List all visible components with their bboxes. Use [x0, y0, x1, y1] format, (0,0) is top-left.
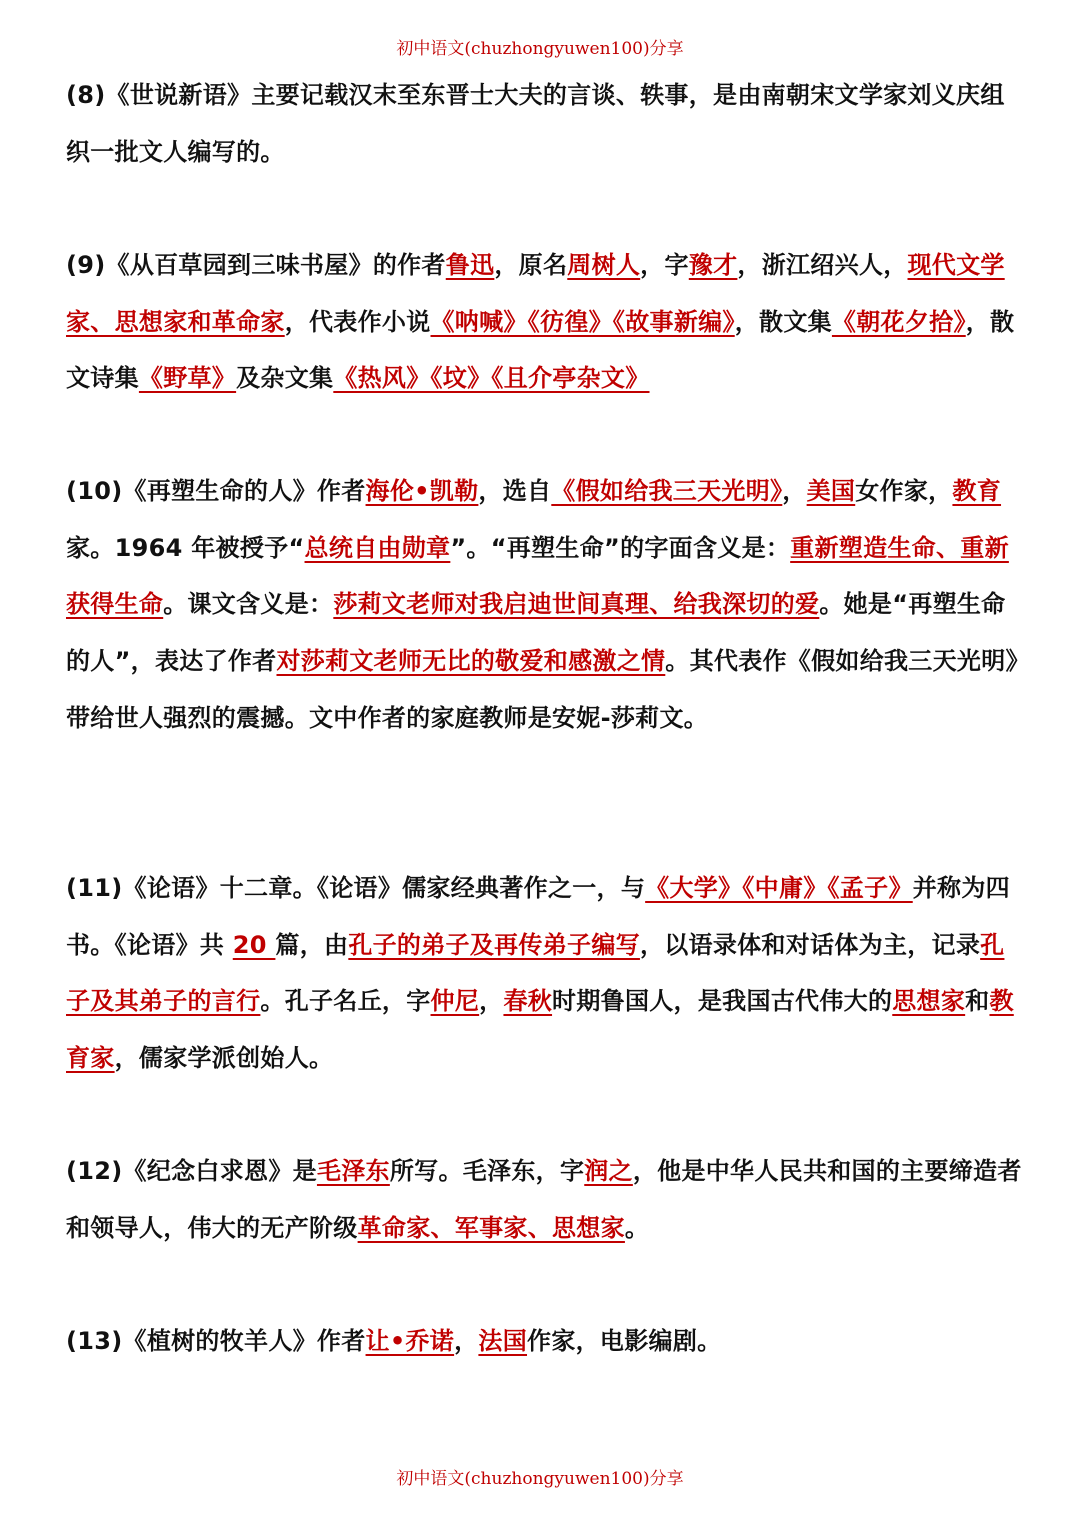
paragraph-text: (8)《世说新语》主要记载汉末至东晋士大夫的言谈、轶事，是由南朝宋文学家刘义庆组织一批文人编写的。 [66, 81, 1005, 166]
paragraph-text: ，原名 [494, 251, 568, 279]
paragraph-text: (11)《论语》十二章。《论语》儒家经典著作之一，与 [66, 874, 646, 902]
paragraph-text: 家。1964 年被授予“ [66, 533, 305, 562]
answer-text: 莎莉文老师对我启迪世间真理、给我深切的爱 [333, 590, 820, 619]
paragraph-11 [66, 860, 1026, 1087]
answer-text: 让•乔诺 [365, 1327, 455, 1355]
paragraph-10 [66, 463, 1026, 747]
paragraph-13 [66, 1313, 1026, 1370]
answer-text: 周树人 [567, 251, 641, 279]
answer-text: 仲尼 [430, 987, 480, 1016]
paragraph-text: 及杂文集 [236, 364, 334, 393]
paragraph-text: ， [782, 477, 807, 505]
answer-text: 《野草》 [138, 364, 237, 393]
answer-text: 《大学》《中庸》《孟子》 [645, 874, 913, 902]
paragraph-text: 。 [624, 1213, 650, 1242]
paragraph-text: ，儒家学派创始人。 [114, 1044, 334, 1073]
answer-text: 孔子的弟子及再传弟子编写 [348, 930, 640, 959]
paragraph-text: 。孔子名丘，字 [260, 987, 431, 1016]
paragraph-8 [66, 67, 1026, 180]
answer-text: 《热风》《坟》《且介亭杂文》 [333, 364, 650, 393]
answer-text: 《假如给我三天光明》 [551, 477, 783, 505]
paragraph-text: 。其代表作《假如给我三天光明》带给世人强烈的震撼。文中作者的家庭教师是安妮-莎莉文。 [66, 647, 1018, 732]
paragraph-text: (12)《纪念白求恩》是 [66, 1157, 317, 1185]
paragraph-text: ， [479, 987, 504, 1016]
answer-text: 教育 [952, 477, 1002, 505]
paragraph-text: 。课文含义是： [163, 590, 334, 619]
paragraph-12 [66, 1143, 1026, 1256]
answer-text: 教育家 [66, 987, 1014, 1073]
answer-text: 《呐喊》《彷徨》《故事新编》 [430, 307, 735, 336]
answer-text: 美国 [806, 477, 856, 505]
paragraph-text: 所写。毛泽东，字 [389, 1157, 585, 1185]
answer-text: 重新塑造生命、重新获得生命 [66, 533, 1009, 619]
paragraph-text: ，字 [640, 251, 689, 279]
paragraph-text: ，散文集 [734, 307, 832, 336]
paragraph-text: (10)《再塑生命的人》作者 [66, 477, 366, 505]
paragraph-text: ，散文诗集 [66, 307, 1015, 393]
answer-text: 毛泽东 [316, 1157, 390, 1185]
answer-text: 法国 [478, 1327, 528, 1355]
paragraph-text: 篇，由 [275, 930, 349, 959]
answer-text: 润之 [584, 1157, 633, 1185]
paragraph-text: 。她是“再塑生命的人”，表达了作者 [66, 590, 1006, 676]
answer-text: 豫才 [688, 251, 738, 279]
answer-text: 鲁迅 [445, 251, 495, 279]
paragraph-text: 女作家， [855, 477, 953, 505]
paragraph-text: 作家，电影编剧。 [527, 1327, 722, 1355]
paragraph-text: ，以语录体和对话体为主，记录 [639, 930, 981, 959]
paragraph-text: ，选自 [478, 477, 552, 505]
answer-text: 孔子及其弟子的言行 [66, 930, 1005, 1016]
paragraph-text: (9)《从百草园到三味书屋》的作者 [66, 251, 446, 279]
answer-text: 对莎莉文老师无比的敬爱和感激之情 [276, 647, 666, 676]
paragraph-text: ，他是中华人民共和国的主要缔造者和领导人，伟大的无产阶级 [66, 1157, 1022, 1242]
answer-text: 总统自由勋章 [304, 533, 451, 562]
paragraph-text: (13)《植树的牧羊人》作者 [66, 1327, 366, 1355]
paragraph-9 [66, 237, 1026, 407]
paragraph-text: ”。“再塑生命”的字面含义是： [450, 533, 791, 562]
answer-text: 海伦•凯勒 [365, 477, 479, 505]
paragraph-text: 时期鲁国人，是我国古代伟大的 [552, 987, 893, 1016]
answer-text: 《朝花夕拾》 [831, 307, 966, 336]
paragraph-text: 并称为四书。《论语》共 [66, 874, 1010, 959]
answer-text: 春秋 [503, 987, 553, 1016]
watermark-top: 初中语文(chuzhongyuwen100)分享 [396, 39, 684, 59]
answer-text: 现代文学家、思想家和革命家 [66, 251, 1005, 336]
paragraph-text: ，浙江绍兴人， [737, 251, 908, 279]
answer-text: 思想家 [892, 987, 966, 1016]
watermark-bottom: 初中语文(chuzhongyuwen100)分享 [396, 1469, 684, 1489]
answer-text: 20 [232, 930, 276, 959]
paragraph-text: 和 [965, 987, 990, 1016]
paragraph-text: ，代表作小说 [284, 307, 431, 336]
paragraph-text: ， [454, 1327, 479, 1355]
answer-text: 革命家、军事家、思想家 [357, 1213, 625, 1242]
